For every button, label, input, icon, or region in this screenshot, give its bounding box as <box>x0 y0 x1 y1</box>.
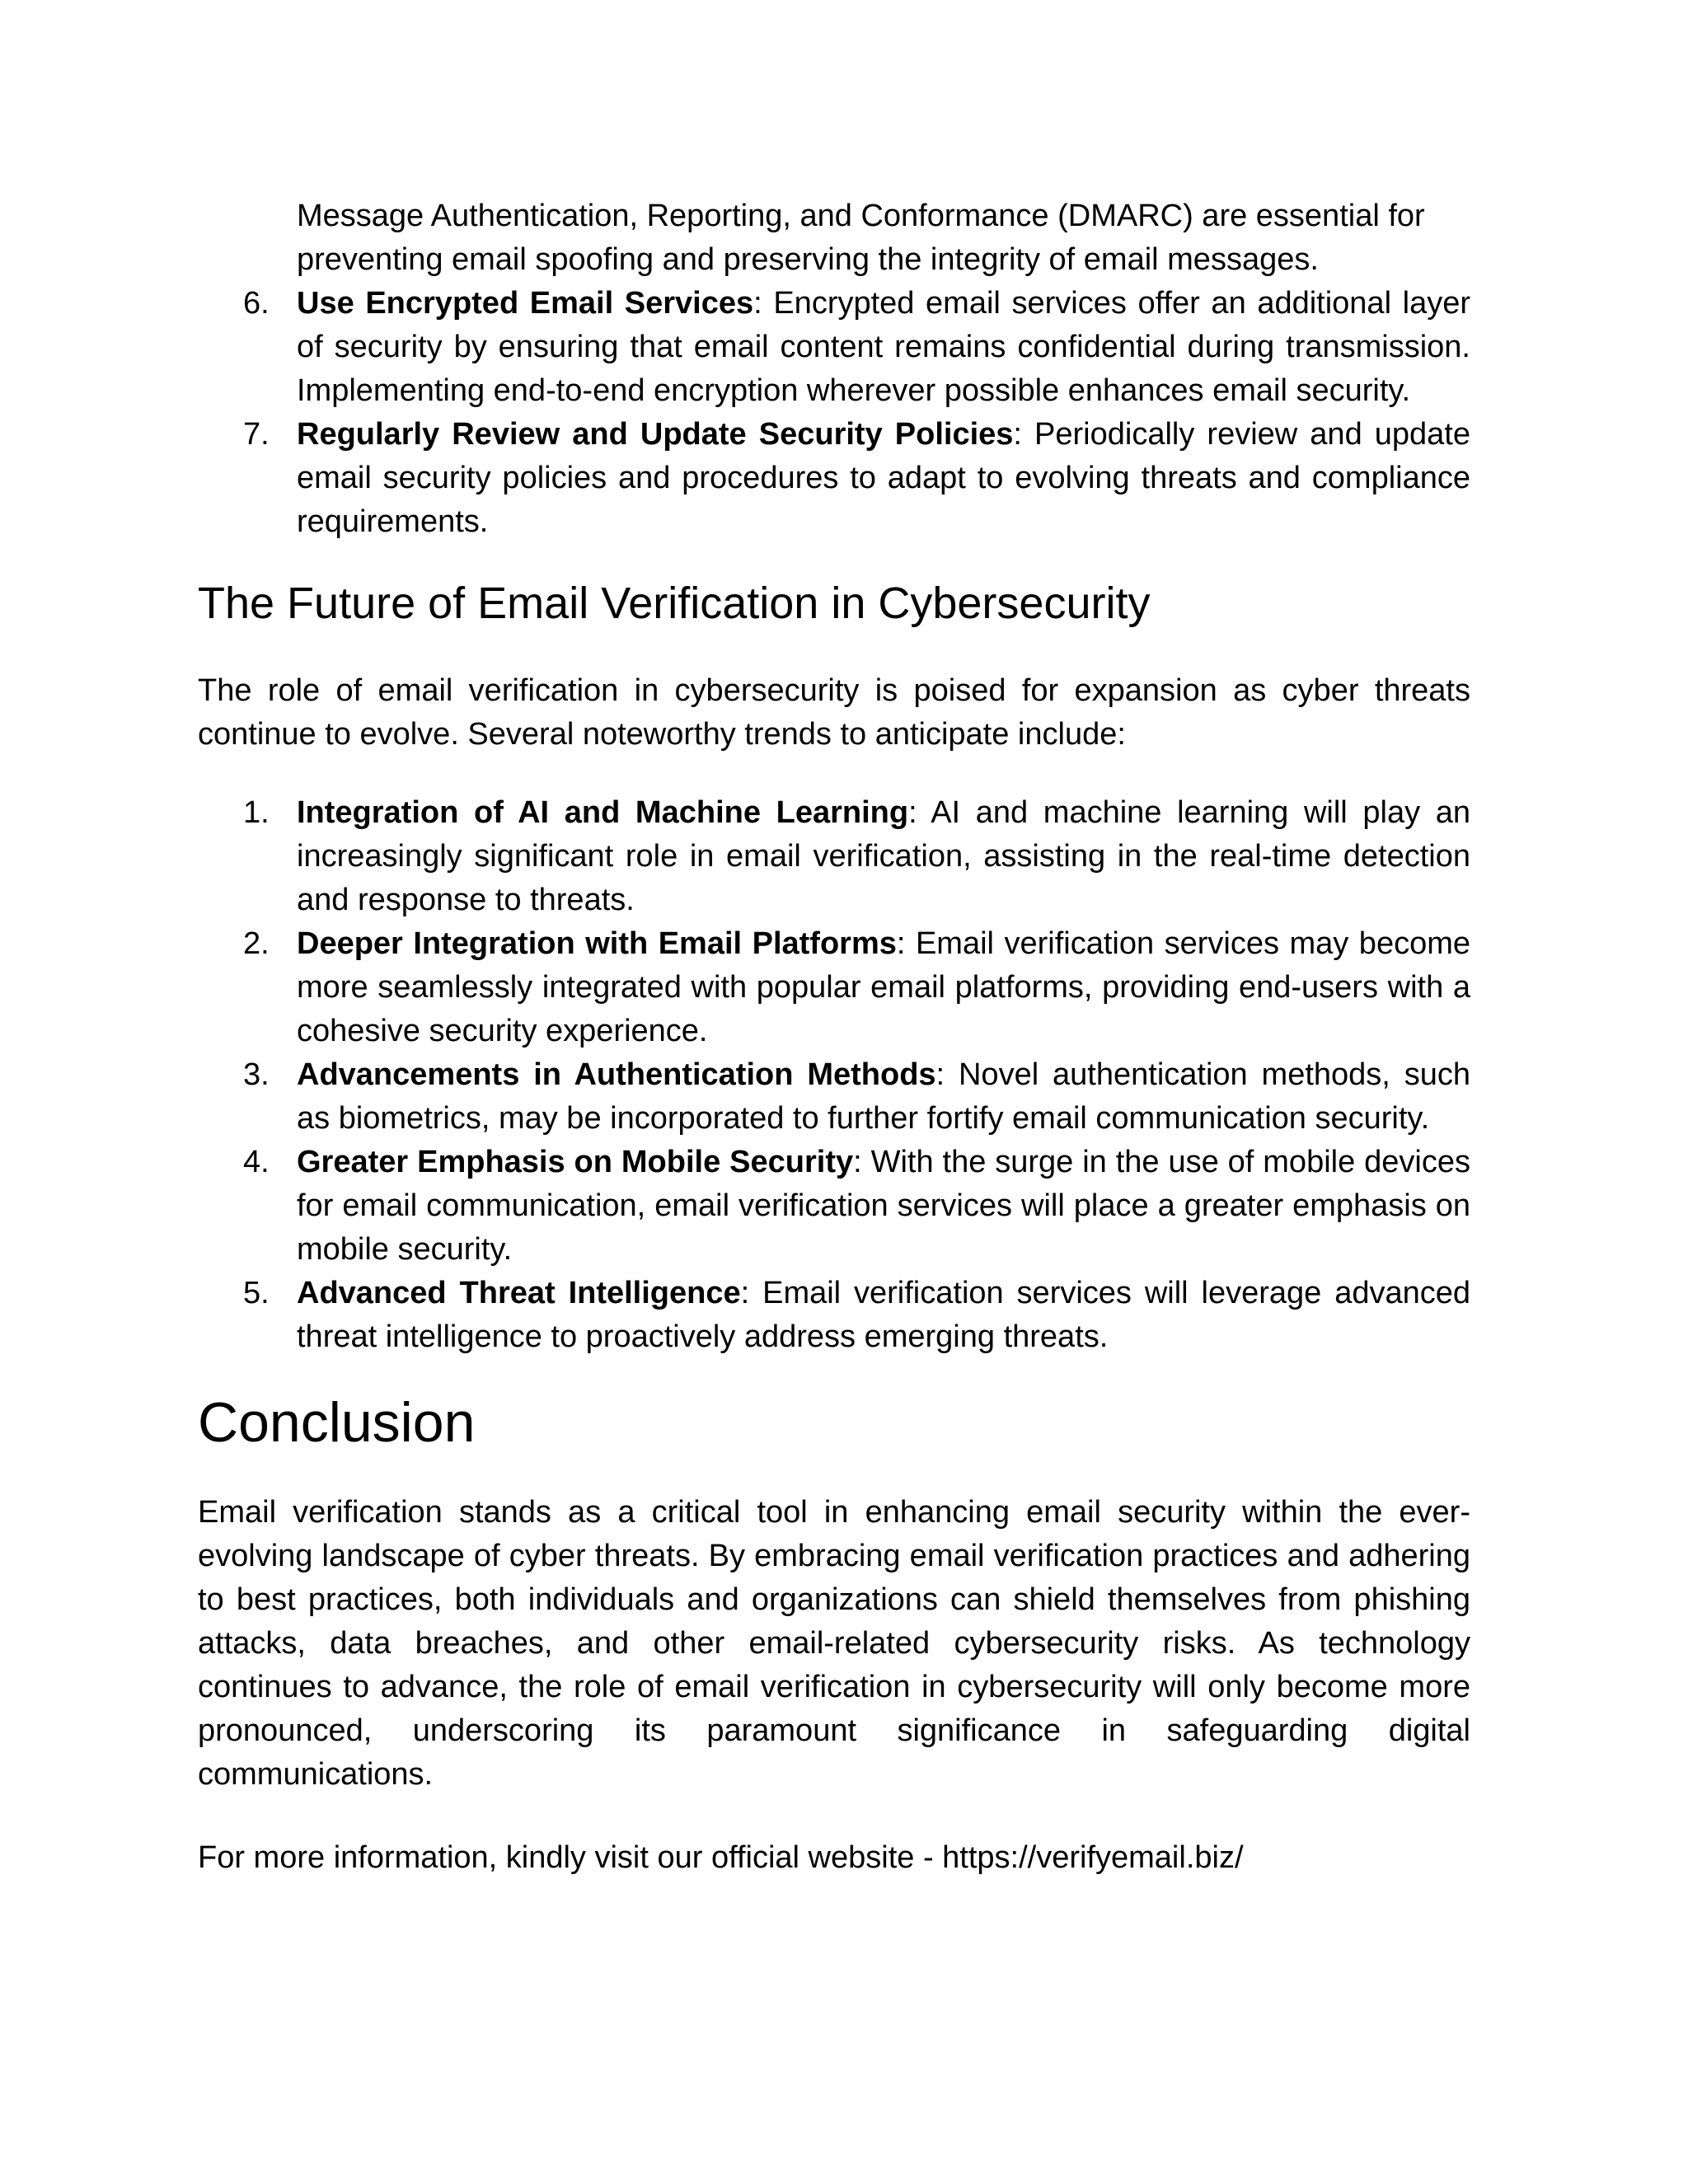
list-item-title: Integration of AI and Machine Learning <box>297 795 909 830</box>
list-item-number: 1. <box>243 795 270 830</box>
list-item <box>198 1053 1470 1141</box>
list-item-text: : Email verification services may become more seamlessly integrated with popular email platforms, providing end-users with a cohesive security experience. <box>297 926 1470 1048</box>
list-item-number: 6. <box>243 286 270 321</box>
list-item-text: : With the surge in the use of mobile devices for email communication, email verification services will place a greater emphasis on mobile security. <box>297 1145 1470 1267</box>
conclusion-heading: Conclusion <box>198 1391 476 1454</box>
page-content <box>198 194 1470 1880</box>
list-item-text: : Novel authentication methods, such as biometrics, may be incorporated to further fortify email communication security. <box>297 1057 1470 1136</box>
list-item <box>198 413 1470 544</box>
list-item-title: Advanced Threat Intelligence <box>297 1276 741 1310</box>
conclusion-paragraph: Email verification stands as a critical tool in enhancing email security within the ever-evolving landscape of cyber threats. By embracing email verification practices and adhering to best practices, both individuals and organizations can shield themselves from phishing attacks, data breaches, and other email-related cybersecurity risks. As technology continues to advance, the role of email verification in cybersecurity will only become more pronounced, underscoring its paramount significance in safeguarding digital communications. <box>198 1495 1470 1792</box>
list-item-number: 5. <box>243 1276 270 1310</box>
list-item <box>198 1141 1470 1272</box>
future-section-heading: The Future of Email Verification in Cybersecurity <box>198 579 1151 628</box>
list-item <box>198 791 1470 922</box>
list-item-text: : Encrypted email services offer an additional layer of security by ensuring that email content remains confidential during transmission. Implementing end-to-end encryption wherever possible enhances email security. <box>297 286 1470 408</box>
continuation-text: Message Authentication, Reporting, and Conformance (DMARC) are essential for preventing email spoofing and preserving the integrity of email messages. <box>297 199 1425 277</box>
list-item-continuation <box>198 194 1470 282</box>
list-item-title: Regularly Review and Update Security Policies <box>297 417 1014 452</box>
list-item-text: : AI and machine learning will play an increasingly significant role in email verification, assisting in the real-time detection and response to threats. <box>297 795 1470 917</box>
list-item-title: Greater Emphasis on Mobile Security <box>297 1145 854 1179</box>
list-item-title: Use Encrypted Email Services <box>297 286 754 321</box>
list-item-number: 2. <box>243 926 270 961</box>
list-item <box>198 922 1470 1053</box>
list-item <box>198 1272 1470 1359</box>
list-item <box>198 282 1470 413</box>
list-item-number: 3. <box>243 1057 270 1092</box>
list-item-title: Deeper Integration with Email Platforms <box>297 926 897 961</box>
security-practices-list <box>198 282 1470 544</box>
future-section-intro: The role of email verification in cybersecurity is poised for expansion as cyber threats continue to evolve. Several noteworthy trends to anticipate include: <box>198 673 1470 752</box>
future-trends-list <box>198 791 1470 1359</box>
more-info-text: For more information, kindly visit our official website - https://verifyemail.biz/ <box>198 1840 1244 1875</box>
list-item-title: Advancements in Authentication Methods <box>297 1057 936 1092</box>
list-item-number: 4. <box>243 1145 270 1179</box>
list-item-number: 7. <box>243 417 270 452</box>
list-item-text: : Email verification services will leverage advanced threat intelligence to proactively address emerging threats. <box>297 1276 1470 1354</box>
list-item-text: : Periodically review and update email security policies and procedures to adapt to evolving threats and compliance requirements. <box>297 417 1470 539</box>
